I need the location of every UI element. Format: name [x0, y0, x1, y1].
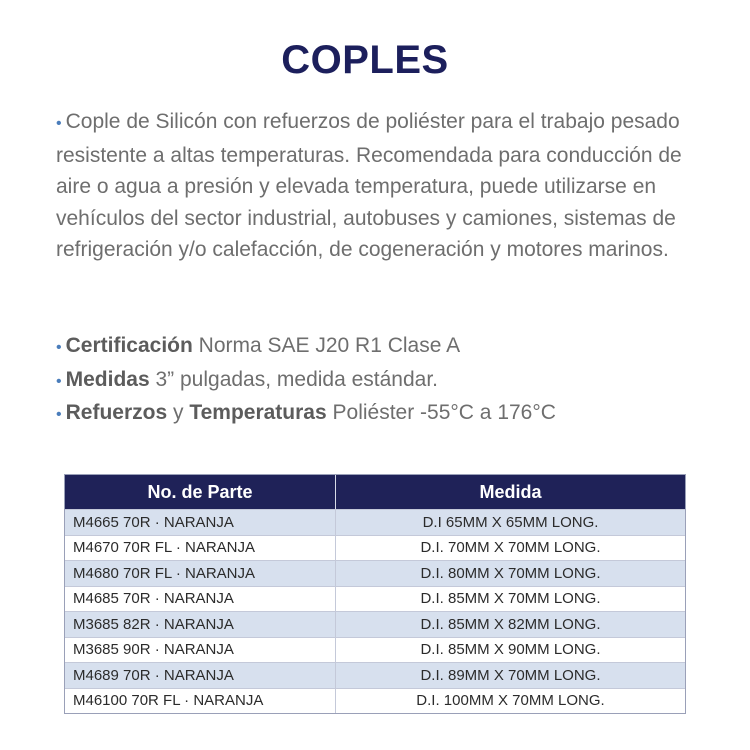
cell-medida: D.I. 70MM X 70MM LONG. [420, 539, 601, 557]
cell-part-number: M4689 70R · NARANJA [65, 663, 336, 688]
cell-part-number: M4680 70R FL · NARANJA [65, 561, 336, 586]
spec-label: Certificación [65, 334, 193, 357]
bullet-icon: • [56, 372, 62, 390]
cell-medida: D.I. 89MM X 70MM LONG. [420, 666, 601, 684]
product-description [56, 106, 696, 266]
table-row [65, 662, 685, 688]
table-row [65, 586, 685, 612]
spec-label: Temperaturas [189, 401, 327, 424]
spec-value: Poliéster -55°C a 176°C [332, 401, 556, 424]
cell-medida: D.I. 85MM X 82MM LONG. [420, 615, 601, 633]
bullet-icon: • [56, 115, 62, 132]
cell-medida: D.I 65MM X 65MM LONG. [422, 513, 599, 531]
spec-conjunction: y [172, 401, 184, 424]
cell-part-number: M3685 90R · NARANJA [65, 638, 336, 663]
cell-part-number: M3685 82R · NARANJA [65, 612, 336, 637]
table-row [65, 509, 685, 535]
spec-value: 3” pulgadas, medida estándar. [155, 367, 439, 391]
cell-medida: D.I. 80MM X 70MM LONG. [420, 564, 601, 582]
description-text: Cople de Silicón con refuerzos de poliéster para el trabajo pesado resistente a altas temperaturas. Recomendada para conducción de aire o agua a presión y elevada temperatura, puede utilizarse en vehículos del sector industrial, autobuses y camiones, sistemas de refrigeración y/o calefacción, de cogeneración y motores marinos. [56, 110, 682, 261]
cell-part-number: M4665 70R · NARANJA [65, 510, 336, 535]
header-medida: Medida [479, 481, 542, 502]
table-row [65, 688, 685, 714]
table-row [65, 611, 685, 637]
cell-medida: D.I. 85MM X 70MM LONG. [420, 590, 601, 608]
spec-label: Refuerzos [65, 401, 168, 424]
cell-part-number: M4685 70R · NARANJA [65, 587, 336, 612]
cell-medida: D.I. 100MM X 70MM LONG. [416, 692, 605, 710]
bullet-icon: • [56, 339, 62, 356]
table-row [65, 560, 685, 586]
cell-part-number: M4670 70R FL · NARANJA [65, 536, 336, 561]
parts-table [64, 474, 686, 714]
spec-value: Norma SAE J20 R1 Clase A [198, 334, 461, 357]
header-part-number: No. de Parte [65, 475, 336, 509]
cell-part-number: M46100 70R FL · NARANJA [65, 689, 336, 714]
specs-list [56, 330, 696, 431]
cell-medida: D.I. 85MM X 90MM LONG. [420, 641, 601, 659]
page-title: COPLES [281, 38, 449, 82]
spec-refuerzos [56, 397, 696, 431]
spec-medidas [56, 364, 696, 398]
spec-label: Medidas [65, 367, 150, 391]
spec-certificacion [56, 330, 696, 364]
table-row [65, 535, 685, 561]
table-row [65, 637, 685, 663]
bullet-icon: • [56, 406, 62, 423]
table-header [65, 475, 685, 509]
